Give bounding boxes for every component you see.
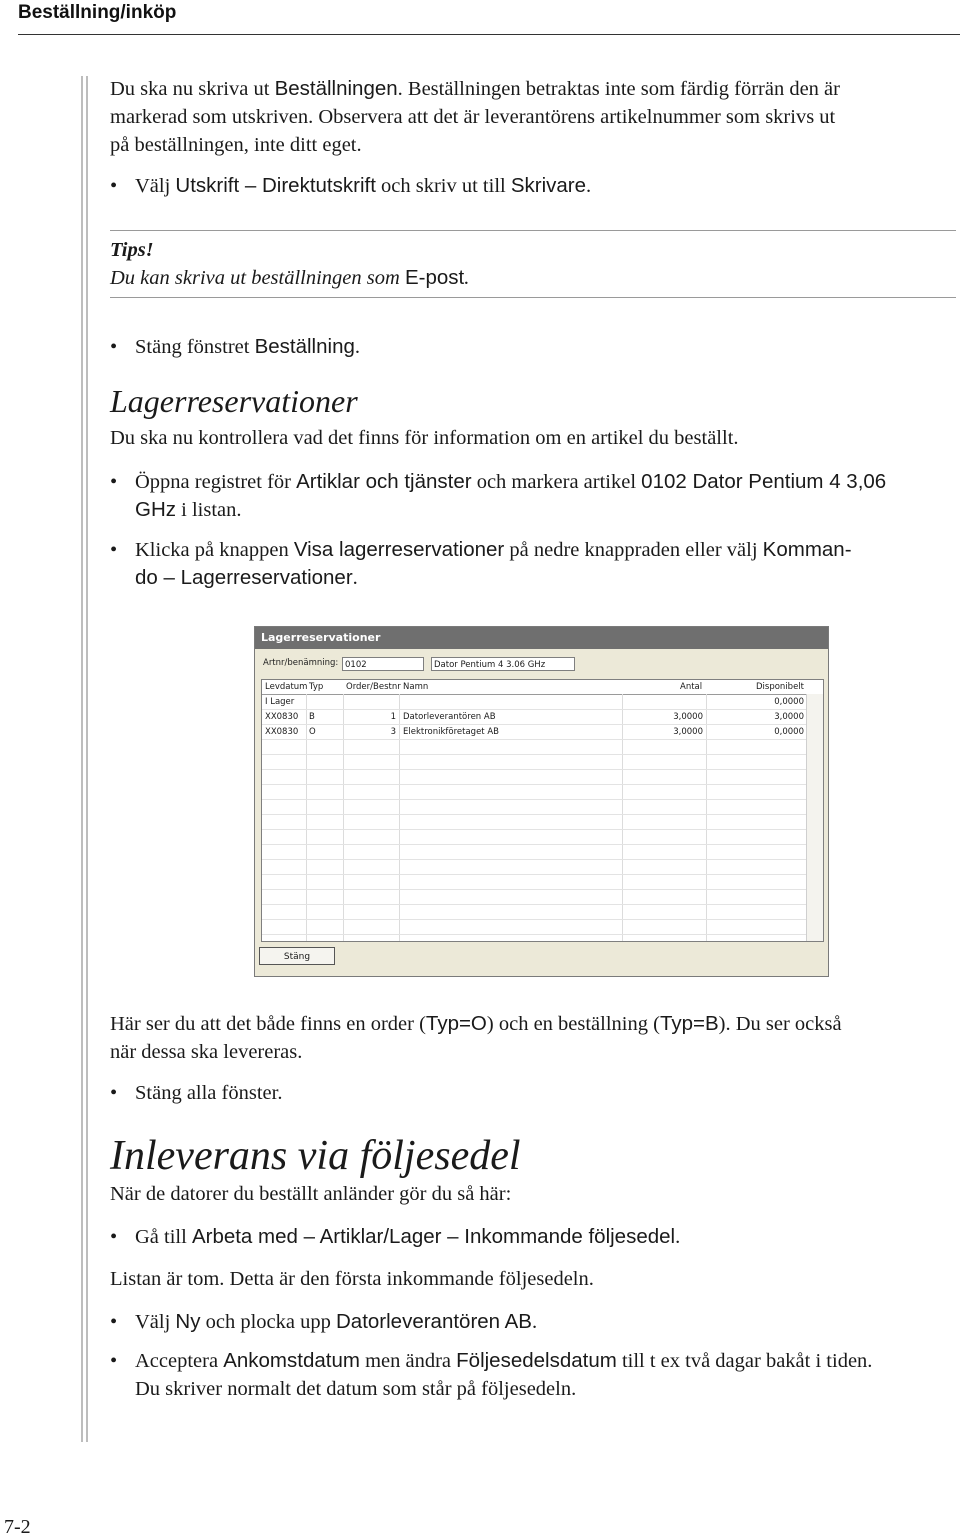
tips-label: Tips! — [110, 239, 154, 261]
heading-inleverans: Inleverans via följesedel — [110, 1133, 521, 1179]
col-levdatum[interactable]: Levdatum — [265, 682, 308, 692]
click-cmd2: do – Lagerreservationer — [135, 566, 353, 589]
bullet-close-order-post: . — [354, 336, 360, 358]
lagerreservationer-dialog — [254, 626, 829, 977]
after-p1-a: Här ser du att det både finns en order ( — [110, 1013, 426, 1035]
col-antal[interactable]: Antal — [680, 682, 703, 692]
intro-paragraph — [110, 75, 960, 159]
bullet-dot: • — [110, 336, 118, 358]
after-p1-typb: Typ=B — [659, 1012, 719, 1035]
bullet-goto — [110, 1223, 960, 1251]
heading-lagerreservationer: Lagerreservationer — [110, 383, 358, 419]
reservations-grid[interactable] — [261, 679, 824, 942]
accept-pre: Acceptera — [135, 1350, 224, 1372]
bullet-dot: • — [110, 471, 118, 493]
open-line2-term: GHz — [135, 498, 176, 521]
grid-scrollbar[interactable] — [806, 694, 823, 941]
new-term: Ny — [175, 1310, 201, 1333]
accept-line2: Du skriver normalt det datum som står på följesedeln. — [135, 1378, 577, 1400]
col-typ[interactable]: Typ — [309, 682, 324, 692]
inleverans-intro: När de datorer du beställt anländer gör du så här: — [110, 1183, 512, 1205]
cell-disponibelt: 3,0000 — [774, 712, 804, 722]
grid-hline — [262, 904, 807, 905]
grid-hline — [262, 859, 807, 860]
click-cmd1: Komman- — [762, 538, 852, 561]
intro-line1-term: Beställningen — [274, 77, 398, 100]
intro-line1-post: . Beställningen betraktas inte som färdig förrän den är — [397, 78, 840, 100]
grid-hline — [262, 754, 807, 755]
grid-header — [262, 680, 823, 695]
accept-mid: men ändra — [359, 1350, 457, 1372]
bullet-accept — [110, 1347, 960, 1403]
article-name-field[interactable]: Dator Pentium 4 3.06 GHz — [431, 657, 575, 671]
click-pre: Klicka på knappen — [135, 539, 294, 561]
bullet-dot: • — [110, 539, 118, 561]
cell-antal: 3,0000 — [673, 727, 703, 737]
header-title: Beställning/inköp — [18, 2, 177, 23]
tips-rule-bottom — [110, 297, 956, 298]
tips-text-pre: Du kan skriva ut beställningen som — [110, 267, 405, 289]
col-namn[interactable]: Namn — [403, 682, 429, 692]
bullet-close-order-pre: Stäng fönstret — [135, 336, 255, 358]
click-mid: på nedre knappraden eller välj — [504, 539, 763, 561]
after-p1-c: ). Du ser också — [718, 1013, 842, 1035]
click-button-term: Visa lagerreservationer — [293, 538, 505, 561]
accept-term1: Ankomstdatum — [223, 1349, 360, 1372]
grid-hline — [262, 889, 807, 890]
after-p1-typo: Typ=O — [425, 1012, 487, 1035]
intro-line3: på beställningen, inte ditt eget. — [110, 134, 362, 156]
cell-order: 1 — [390, 712, 396, 722]
cell-namn: Elektronikföretaget AB — [403, 727, 499, 737]
table-row[interactable] — [262, 695, 807, 709]
cell-order: 3 — [390, 727, 396, 737]
col-disponibelt[interactable]: Disponibelt — [756, 682, 804, 692]
bullet-close-all — [110, 1079, 960, 1107]
cell-antal: 3,0000 — [673, 712, 703, 722]
grid-hline — [262, 769, 807, 770]
bullet-print-target: Skrivare — [510, 174, 587, 197]
open-register: Artiklar och tjänster — [296, 470, 472, 493]
cell-levdatum: XX0830 — [265, 727, 299, 737]
margin-rule-left — [81, 76, 83, 1442]
bullet-print — [110, 172, 960, 200]
cell-namn: Datorleverantören AB — [403, 712, 496, 722]
open-line2-post: i listan. — [176, 499, 242, 521]
bullet-dot: • — [110, 1311, 118, 1333]
open-article: 0102 Dator Pentium 4 3,06 — [641, 470, 887, 493]
grid-hline — [262, 874, 807, 875]
header-rule — [18, 34, 960, 35]
table-row[interactable] — [262, 725, 807, 739]
bullet-close-order — [110, 333, 960, 361]
tips-text-post: . — [464, 267, 470, 289]
new-mid: och plocka upp — [200, 1311, 336, 1333]
grid-hline — [262, 844, 807, 845]
col-order[interactable]: Order/Bestnr — [346, 682, 401, 692]
new-post: . — [532, 1311, 538, 1333]
article-label: Artnr/benämning: — [263, 658, 339, 668]
bullet-print-menu: Utskrift – Direktutskrift — [175, 174, 376, 197]
bullet-dot: • — [110, 1226, 118, 1248]
bullet-close-order-term: Beställning — [254, 335, 355, 358]
bullet-open-register — [110, 468, 960, 524]
tips-text-term: E-post — [404, 266, 465, 289]
bullet-new — [110, 1308, 960, 1336]
after-p1-line2: när dessa ska levereras. — [110, 1041, 303, 1063]
article-no-field[interactable]: 0102 — [342, 657, 424, 671]
click-post: . — [352, 567, 358, 589]
lager-intro: Du ska nu kontrollera vad det finns för information om en artikel du beställt. — [110, 427, 739, 449]
bullet-print-mid: och skriv ut till — [375, 175, 511, 197]
intro-line2: markerad som utskriven. Observera att det är leverantörens artikelnummer som skrivs ut — [110, 106, 836, 128]
open-pre: Öppna registret för — [135, 471, 297, 493]
table-row[interactable] — [262, 710, 807, 724]
grid-hline — [262, 739, 807, 740]
after-dialog-paragraph — [110, 1010, 960, 1066]
grid-hline — [262, 829, 807, 830]
cell-levdatum: XX0830 — [265, 712, 299, 722]
goto-post: . — [675, 1226, 681, 1248]
grid-hline — [262, 934, 807, 935]
cell-typ: O — [309, 727, 316, 737]
empty-list-note: Listan är tom. Detta är den första inkommande följesedeln. — [110, 1268, 594, 1290]
page-number: 7-2 — [4, 1516, 31, 1538]
goto-pre: Gå till — [135, 1226, 192, 1248]
bullet-dot: • — [110, 175, 118, 197]
grid-hline — [262, 784, 807, 785]
after-p1-b: ) och en beställning ( — [486, 1013, 660, 1035]
bullet-print-pre: Välj — [135, 175, 176, 197]
margin-rule-right — [86, 76, 88, 1442]
close-button[interactable]: Stäng — [259, 947, 335, 965]
cell-disponibelt: 0,0000 — [774, 697, 804, 707]
goto-path: Arbeta med – Artiklar/Lager – Inkommande följesedel — [191, 1225, 676, 1248]
grid-hline — [262, 799, 807, 800]
new-supplier: Datorleverantören AB — [335, 1310, 532, 1333]
bullet-print-post: . — [586, 175, 592, 197]
grid-hline — [262, 814, 807, 815]
cell-disponibelt: 0,0000 — [774, 727, 804, 737]
dialog-title: Lagerreservationer — [255, 627, 828, 649]
accept-post: till t ex två dagar bakåt i tiden. — [616, 1350, 873, 1372]
cell-levdatum: I Lager — [265, 697, 295, 707]
bullet-close-all-text: Stäng alla fönster. — [135, 1082, 283, 1104]
tips-rule-top — [110, 230, 956, 231]
bullet-dot: • — [110, 1350, 118, 1372]
tips-text — [110, 264, 960, 292]
intro-line1-pre: Du ska nu skriva ut — [110, 78, 275, 100]
grid-hline — [262, 919, 807, 920]
new-pre: Välj — [135, 1311, 176, 1333]
accept-term2: Följesedelsdatum — [456, 1349, 617, 1372]
cell-typ: B — [309, 712, 315, 722]
bullet-dot: • — [110, 1082, 118, 1104]
open-mid: och markera artikel — [471, 471, 642, 493]
bullet-click-button — [110, 536, 960, 592]
